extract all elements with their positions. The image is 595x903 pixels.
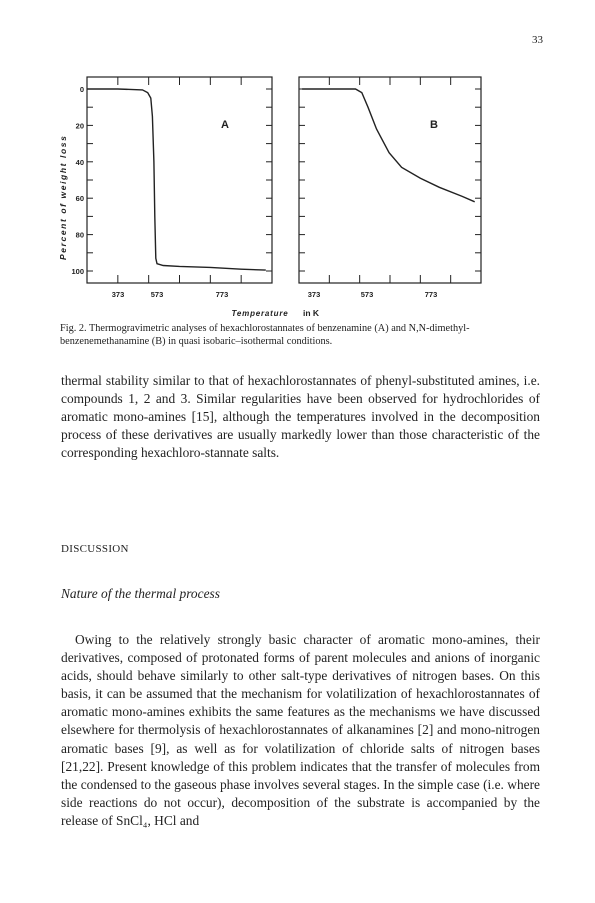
y-tick-label: 20 bbox=[75, 121, 84, 131]
thermogravimetric-figure bbox=[0, 0, 595, 320]
paragraph-2: Owing to the relatively strongly basic character of aromatic mono-amines, their derivatives, composed of protonated forms of parent molecules and anions of inorganic acids, should behave similarly to other salt-type derivatives of nitrogen bases. On this basis, it can be assumed that the mechanism for volatilization of hexachlorostannates of aromatic mono-amines exhibits the same features as the mechanisms we have discussed elsewhere for thermolysis of hexachlorostannates of alkanamines [2] and mono-nitrogen aromatic bases [9], as well as for volatilization of chloride salts of nitrogen bases [21,22]. Present knowledge of this problem indicates that the transfer of molecules from the condensed to the gaseous phase involves several stages. In the simple case (i.e. where side reactions do not occur), decomposition of the substrate is accompanied by the release of SnCl₄, HCl and bbox=[61, 632, 540, 828]
section-heading: DISCUSSION bbox=[61, 543, 129, 555]
y-axis-title: Percent of weight loss bbox=[58, 134, 68, 260]
y-tick-label: 60 bbox=[75, 194, 84, 204]
y-tick-label: 100 bbox=[71, 267, 84, 276]
x-tick-label: 573 bbox=[150, 290, 164, 299]
plot-frame bbox=[299, 77, 481, 283]
x-tick-label: 373 bbox=[307, 290, 321, 299]
panel-label-b: B bbox=[430, 119, 438, 131]
subsection-heading: Nature of the thermal process bbox=[61, 586, 220, 601]
x-tick-label: 573 bbox=[360, 290, 374, 299]
panel-b bbox=[299, 77, 481, 283]
x-tick-label: 773 bbox=[424, 290, 438, 299]
figure-caption: Fig. 2. Thermogravimetric analyses of hexachlorostannates of benzenamine (A) and N,N-dimethyl-benzenemethanamine (B) in quasi isobaric–isothermal conditions. bbox=[60, 323, 470, 347]
x-axis-title: Temperature bbox=[231, 309, 289, 318]
page-number: 33 bbox=[532, 34, 543, 46]
plot-frame bbox=[87, 77, 272, 283]
y-tick-label: 40 bbox=[75, 157, 84, 167]
data-line-a bbox=[87, 89, 266, 270]
data-line-b bbox=[302, 89, 475, 202]
x-tick-label: 773 bbox=[215, 290, 229, 299]
panel-a bbox=[87, 77, 272, 283]
x-axis-unit: in K bbox=[303, 308, 320, 318]
x-axis-labels bbox=[112, 290, 438, 318]
x-tick-label: 373 bbox=[111, 290, 125, 299]
panel-label-a: A bbox=[221, 119, 229, 131]
y-axis-labels bbox=[58, 85, 84, 276]
paragraph-1: thermal stability similar to that of hexachlorostannates of phenyl-substituted amines, i.e. compounds 1, 2 and 3. Similar regularities have been observed for hydrochlorides of aromatic mono-amines [15], although the temperatures involved in the decomposition process of these derivatives are usually markedly lower than those characteristic of the corresponding hexachloro-stannate salts. bbox=[61, 373, 540, 461]
y-tick-label: 80 bbox=[75, 230, 84, 240]
y-tick-label: 0 bbox=[79, 85, 84, 94]
